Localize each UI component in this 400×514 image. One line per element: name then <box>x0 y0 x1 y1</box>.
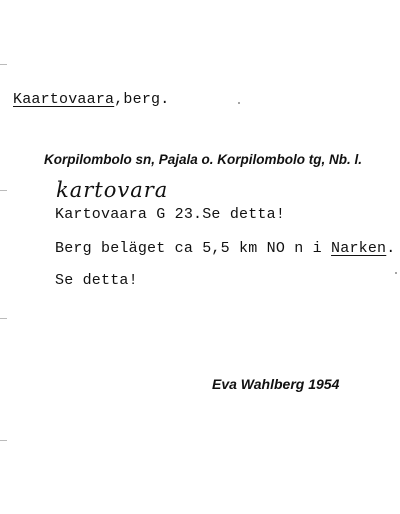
headword-suffix: ,berg. <box>114 91 170 108</box>
headword: Kaartovaara <box>13 91 115 108</box>
scan-speck <box>238 102 240 104</box>
scan-edge-mark <box>0 190 7 191</box>
scan-speck <box>395 272 397 274</box>
description-end: . <box>386 240 396 257</box>
headword-line <box>13 91 169 108</box>
dialect-form: kartovara <box>56 178 169 202</box>
scan-edge-mark <box>0 318 7 319</box>
place-name: Narken <box>331 240 387 257</box>
scan-edge-mark <box>0 440 7 441</box>
description-text: Berg beläget ca 5,5 km NO n i <box>55 240 332 257</box>
note-line: Se detta! <box>55 272 138 289</box>
description-line <box>55 240 395 257</box>
parish-line: Korpilombolo sn, Pajala o. Korpilombolo tg, Nb. l. <box>44 152 363 167</box>
reference-line: Kartovaara G 23.Se detta! <box>55 206 286 223</box>
signature: Eva Wahlberg 1954 <box>212 376 340 392</box>
scan-edge-mark <box>0 64 7 65</box>
